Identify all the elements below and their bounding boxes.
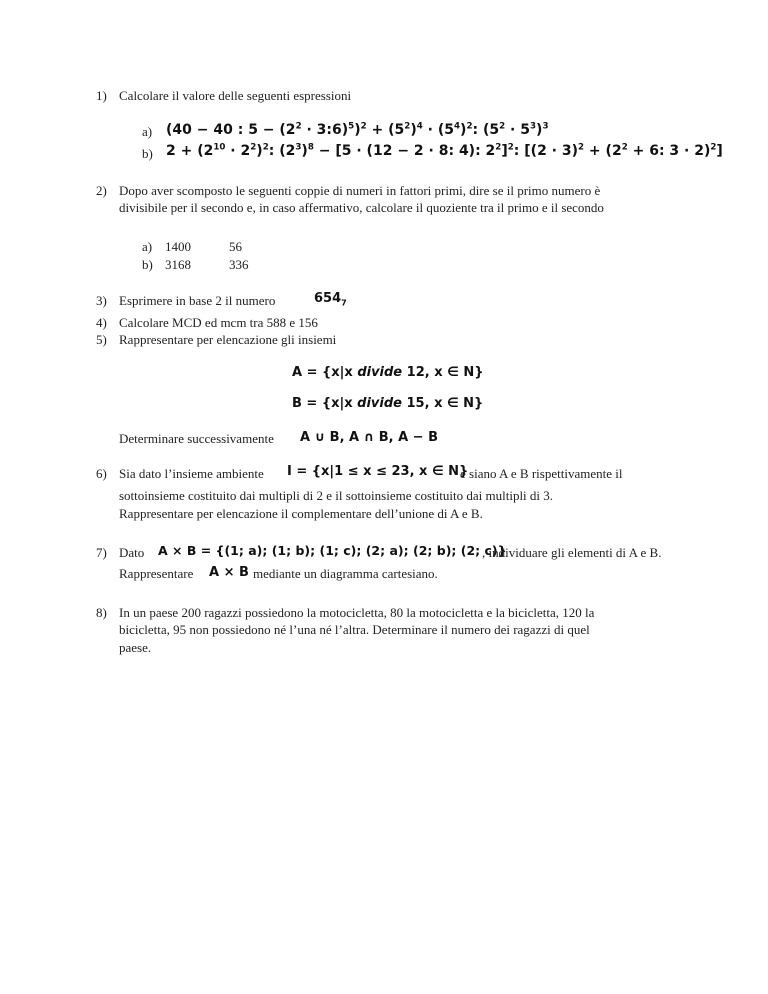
expression-1a: (40 − 40 : $5 - (2^2$ · 3:6)$^5$)$^2$ + $(5^2)^4 \cdot (5^4)^2$: $(5^2 \cdot 5^3)^3$ (166, 121, 549, 138)
question-2-line-2: divisibile per il secondo e, in caso affermativo, calcolare il quoziente tra il primo e il secondo (119, 200, 604, 215)
question-5-determine-text: Determinare successivamente (119, 431, 274, 446)
question-8-line-1: In un paese 200 ragazzi possiedono la motocicletta, 80 la motocicletta e la bicicletta, 120 la (119, 605, 595, 620)
item-1b-label: b) (142, 146, 153, 161)
item-1a-label: a) (142, 124, 153, 139)
question-7-intro: Dato (119, 545, 145, 560)
universe-set-i: I = {x|1 ≤ x ≤ 23, x ∈ N} (287, 464, 469, 479)
question-2-line-1: Dopo aver scomposto le seguenti coppie di numeri in fattori primi, dire se il primo numero è (119, 183, 601, 198)
question-6-line-3: Rappresentare per elencazione il complementare dell’unione di A e B. (119, 506, 483, 521)
set-b-definition: B = {x|x divide 15, x ∈ N} (292, 396, 484, 411)
item-number-8: 8) (96, 605, 107, 620)
cartesian-product-set: A × B = {(1; a); (1; b); (1; c); (2; a); (2; b); (2; c)} (158, 543, 507, 558)
question-4-text: Calcolare MCD ed mcm tra 588 e 156 (119, 315, 318, 330)
question-7-line-2-start: Rappresentare (119, 566, 194, 581)
question-6-line-2: sottoinsieme costituito dai multipli di 2 e il sottoinsieme costituito dai multipli di 3. (119, 488, 554, 503)
item-2b-second-number: 336 (229, 257, 249, 272)
question-7-line-2-end: mediante un diagramma cartesiano. (253, 566, 438, 581)
set-operations: A ∪ B, A ∩ B, A − B (300, 430, 438, 445)
question-1-text: Calcolare il valore delle seguenti espressioni (119, 88, 352, 103)
item-number-4: 4) (96, 315, 107, 330)
item-2b-first-number: 3168 (165, 257, 191, 272)
item-2b-label: b) (142, 257, 153, 272)
expression-1b: $2 + (2^{10} \cdot 2^2)^2$: $(2^3)^8 - [5 \cdot (12 - 2 \cdot 8$: 4): $2^2]^2$: [$(2 \cdot 3)^2 + (2^2 + 6$: 3 · 2)$^2$] (166, 142, 723, 159)
cartesian-product-symbol: A × B (209, 565, 249, 580)
question-6-intro: Sia dato l’insieme ambiente (119, 466, 264, 481)
item-number-3: 3) (96, 293, 107, 308)
item-number-5: 5) (96, 332, 107, 347)
question-8-line-3: paese. (119, 640, 152, 655)
question-7-continuation: , individuare gli elementi di A e B. (482, 545, 662, 560)
question-6-continuation: e siano A e B rispettivamente il (460, 466, 623, 481)
item-2a-label: a) (142, 239, 153, 254)
item-2a-second-number: 56 (229, 239, 242, 254)
item-number-2: 2) (96, 183, 107, 198)
item-2a-first-number: 1400 (165, 239, 191, 254)
base-7-number: $654_7$ (314, 291, 347, 308)
item-number-1: 1) (96, 88, 107, 103)
question-8-line-2: bicicletta, 95 non possiedono né l’una né l’altra. Determinare il numero dei ragazzi di quel (119, 622, 590, 637)
item-number-6: 6) (96, 466, 107, 481)
item-number-7: 7) (96, 545, 107, 560)
question-3-text: Esprimere in base 2 il numero (119, 293, 276, 308)
question-5-text: Rappresentare per elencazione gli insiemi (119, 332, 337, 347)
set-a-definition: A = {x|x divide 12, x ∈ N} (292, 365, 484, 380)
